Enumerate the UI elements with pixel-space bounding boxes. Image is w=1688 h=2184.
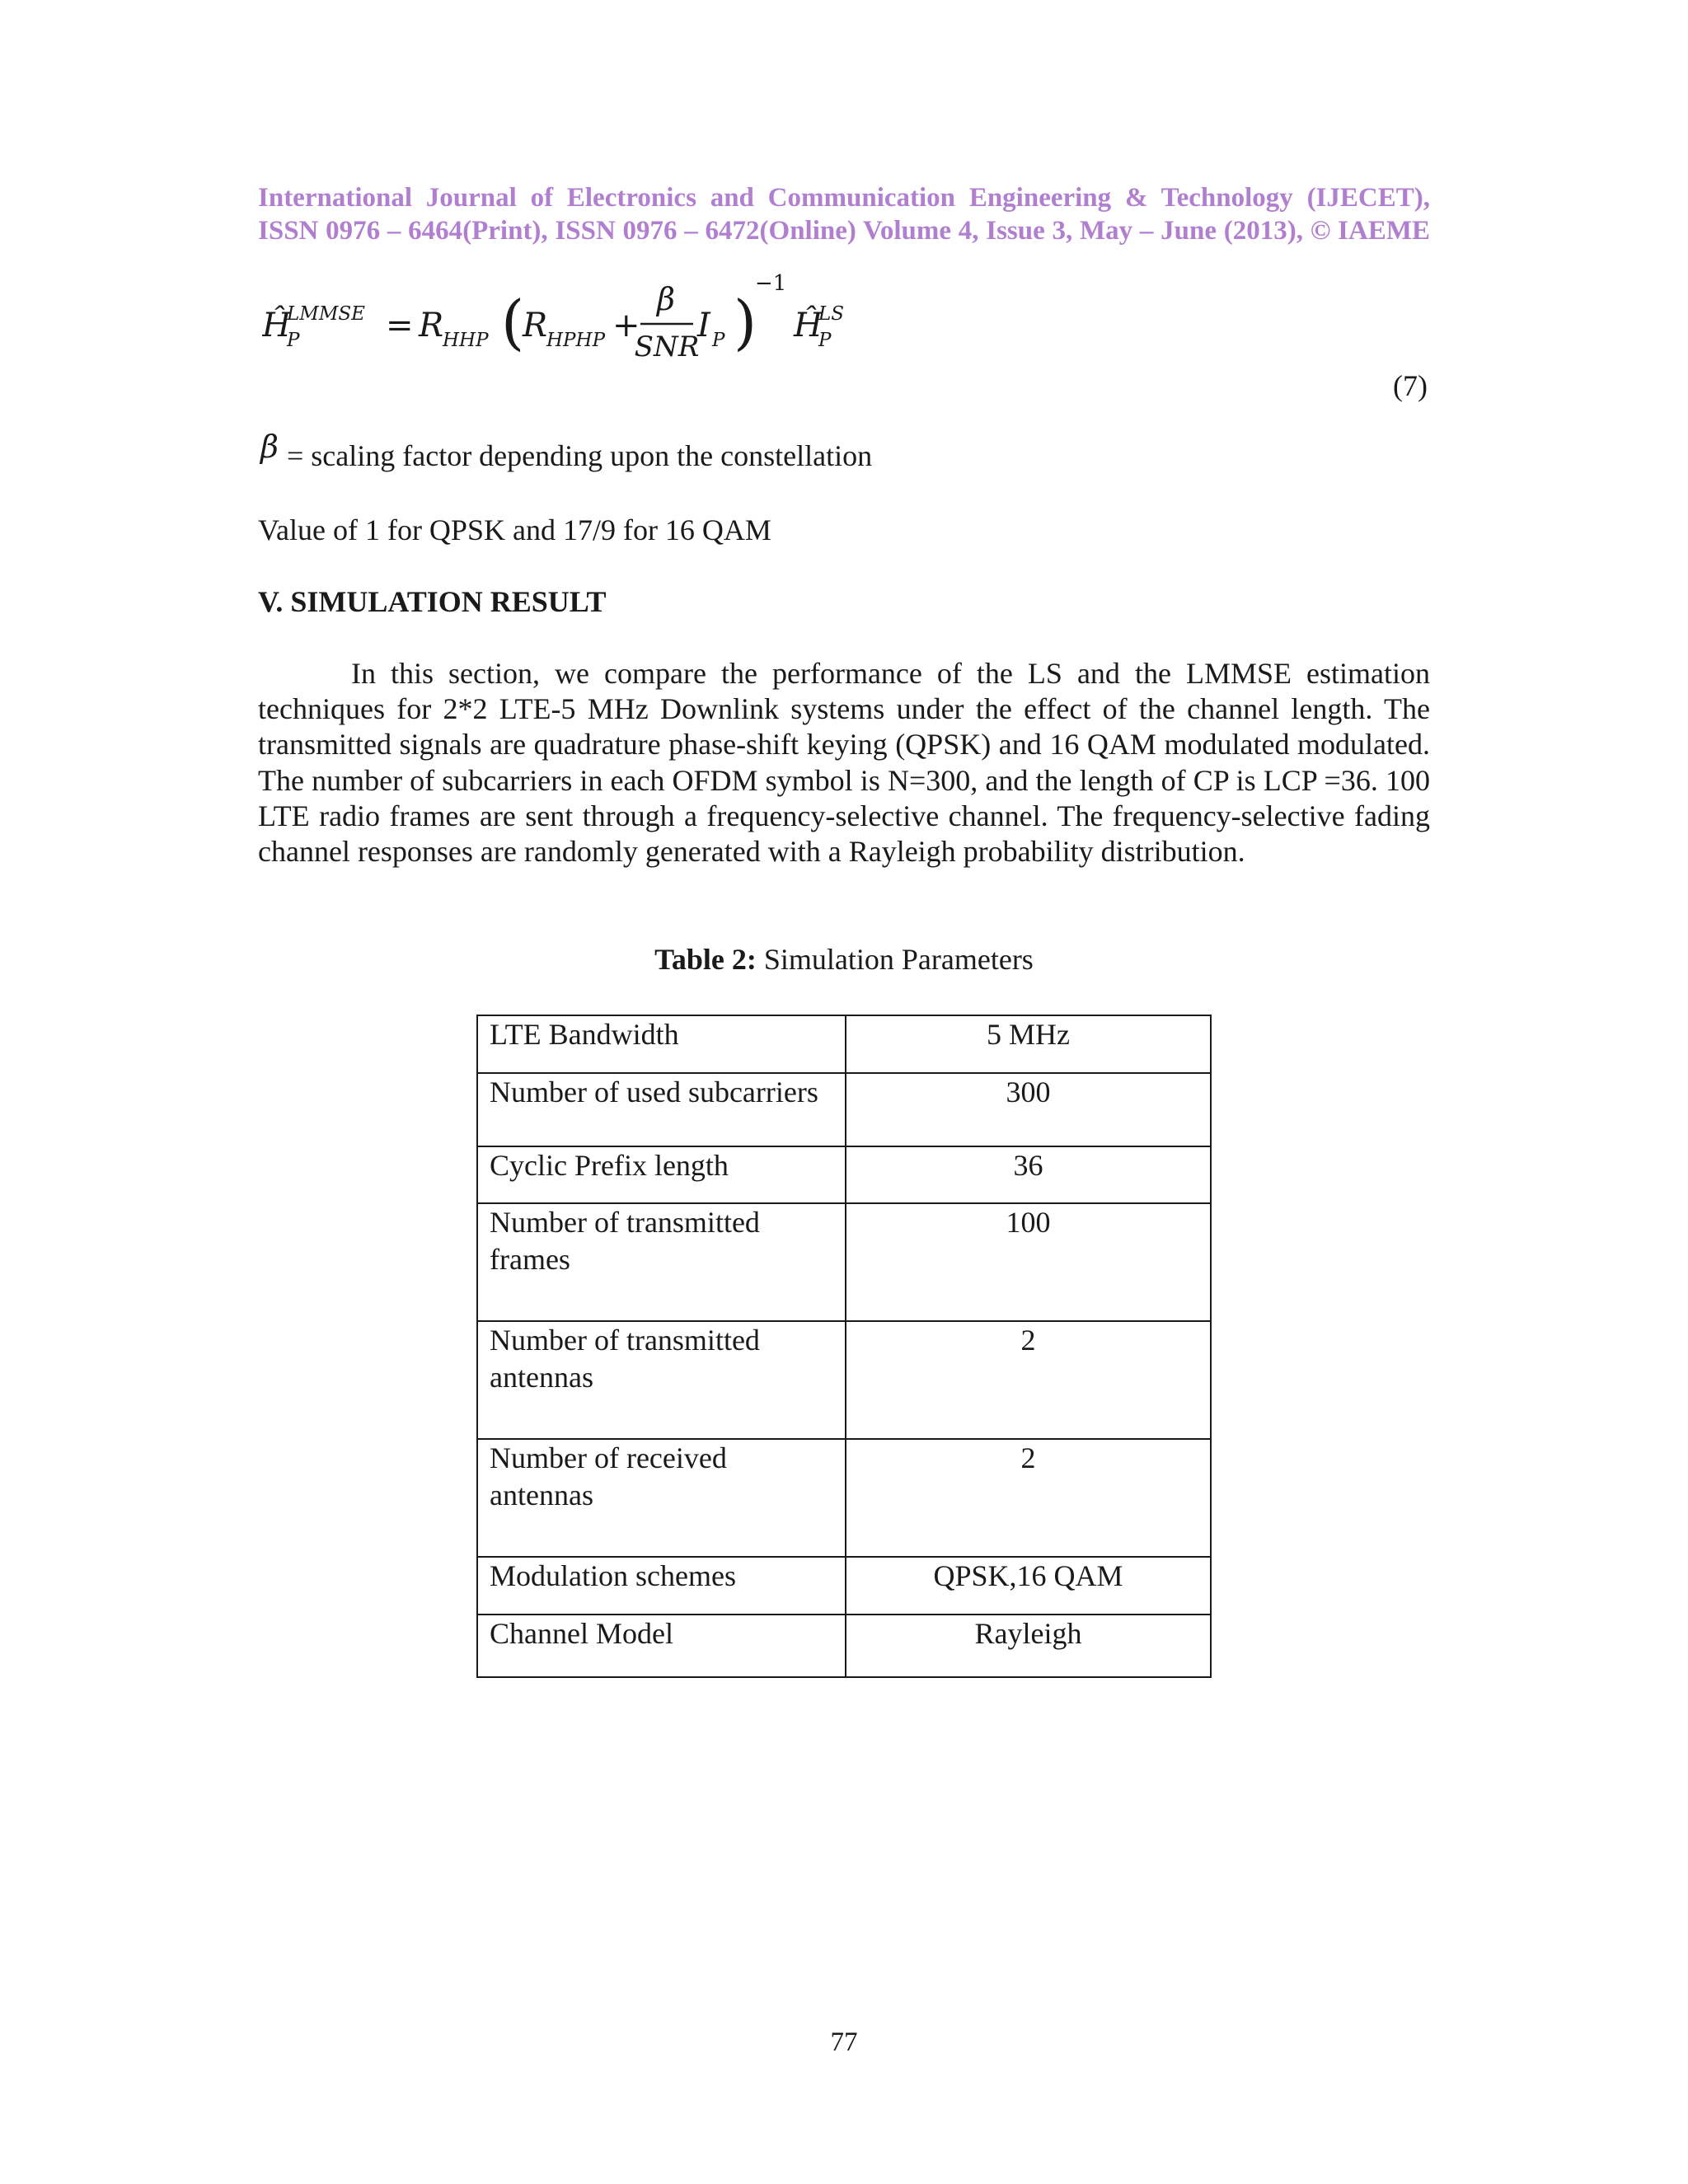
table-row [477,1073,1211,1146]
journal-header-line-1: International Journal of Electronics and Communication Engineering & Technology (IJECET), [258,183,1430,213]
eq-lhs-sub: P [287,330,300,351]
table-row [477,1146,1211,1203]
eq-r1-sub: HHP [443,330,489,351]
table-cell-parameter: Cyclic Prefix length [477,1146,846,1203]
equation-number: (7) [1393,369,1428,402]
lmmse-equation [262,272,889,379]
body-paragraph [258,656,1430,869]
eq-equals: = [386,307,414,344]
eq-frac-numerator: β [657,281,675,317]
table-caption-label: Table 2: [654,943,757,976]
beta-definition [260,429,873,473]
eq-rhs-sub: P [818,330,832,351]
table-cell-parameter: Number of transmitted frames [477,1203,846,1321]
table-caption [0,942,1688,977]
table-cell-value: 300 [846,1073,1211,1146]
table-row [477,1015,1211,1073]
simulation-parameters-table [476,1015,1212,1678]
table-cell-value: 100 [846,1203,1211,1321]
table-cell-value: 2 [846,1321,1211,1439]
section-heading: V. SIMULATION RESULT [258,585,607,618]
eq-identity-sub: P [712,330,725,351]
table-row [477,1439,1211,1557]
table-row [477,1557,1211,1615]
eq-open-paren: ( [501,288,525,357]
page-number: 77 [830,2027,858,2057]
table-cell-parameter: LTE Bandwidth [477,1015,846,1073]
table-cell-parameter: Number of transmitted antennas [477,1321,846,1439]
table-cell-parameter: Modulation schemes [477,1557,846,1615]
table-cell-value: QPSK,16 QAM [846,1557,1211,1615]
eq-close-paren: ) [734,288,757,357]
eq-lhs-base: Ĥ [262,307,291,344]
eq-r1-base: R [419,307,444,344]
eq-plus: + [612,307,640,344]
table-cell-parameter: Number of used subcarriers [477,1073,846,1146]
table-cell-parameter: Channel Model [477,1615,846,1677]
eq-r2-sub: HPHP [546,330,606,351]
table-cell-value: 5 MHz [846,1015,1211,1073]
table-cell-value: 2 [846,1439,1211,1557]
table-caption-title: Simulation Parameters [763,943,1034,976]
eq-rhs-base: Ĥ [794,307,823,344]
body-paragraph-text: In this section, we compare the performance of the LS and the LMMSE estimation techniques for 2*2 LTE-5 MHz Downlink systems under the effect of the channel length. The transmitted signals are quadrature phase-shift keying (QPSK) and 16 QAM modulated modulated. The number of subcarriers in each OFDM symbol is N=300, and the length of CP is LCP =36. 100 LTE radio frames are sent through a frequency-selective channel. The frequency-selective fading channel responses are randomly generated with a Rayleigh probability distribution. [258,657,1430,869]
journal-header-line-2: ISSN 0976 – 6464(Print), ISSN 0976 – 6472(Online) Volume 4, Issue 3, May – June (2013), © IAEME [258,216,1430,246]
eq-rhs-sup: LS [818,303,845,325]
beta-symbol: β [260,429,279,465]
table-cell-value: 36 [846,1146,1211,1203]
eq-r2-base: R [523,307,548,344]
eq-lhs-sup: LMMSE [287,303,365,325]
journal-header [258,181,1430,247]
table-row [477,1321,1211,1439]
table-cell-parameter: Number of received antennas [477,1439,846,1557]
table-cell-value: Rayleigh [846,1615,1211,1677]
table-row [477,1203,1211,1321]
table-row [477,1615,1211,1677]
beta-definition-text: = scaling factor depending upon the constellation [286,439,873,472]
beta-value-text: Value of 1 for QPSK and 17/9 for 16 QAM [258,513,771,546]
eq-frac-denominator: SNR [634,330,700,363]
eq-identity-base: I [697,307,710,344]
eq-exponent: −1 [755,272,787,296]
